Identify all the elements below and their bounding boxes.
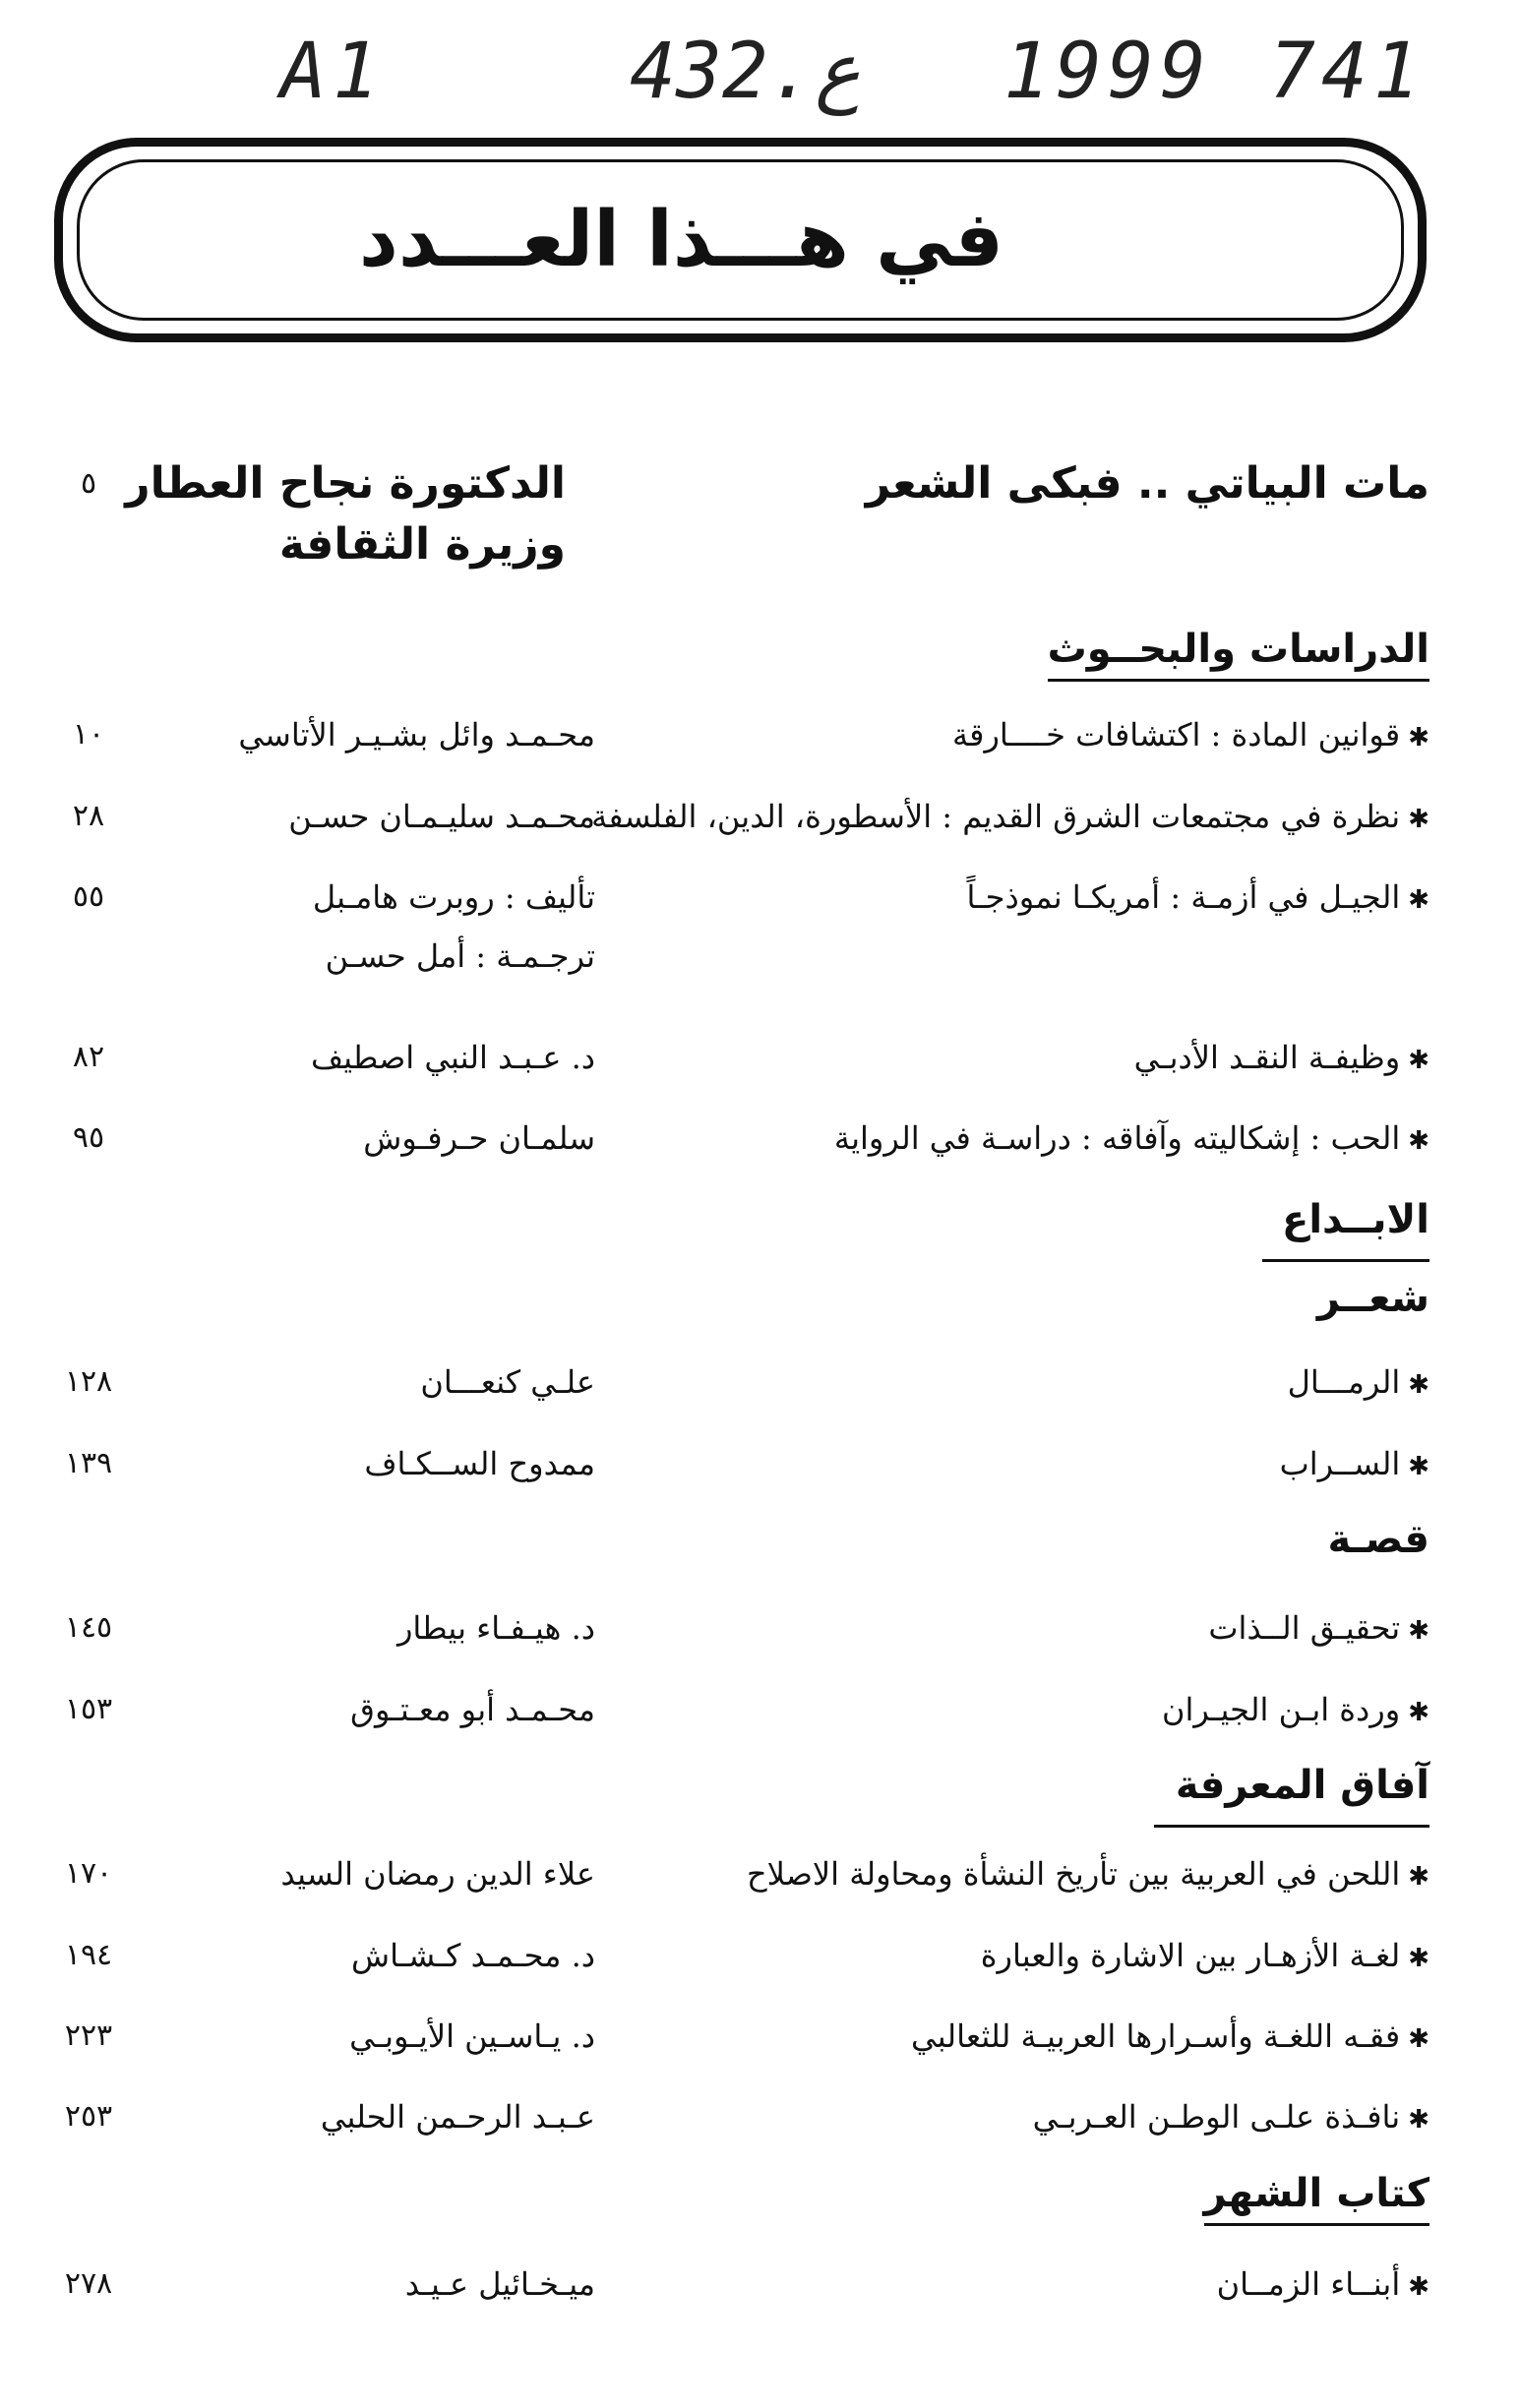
entry-author: علاء الدين رمضان السيد <box>280 1855 595 1893</box>
entry-author: تأليف : روبرت هامـبل <box>312 878 595 916</box>
section-divider <box>1262 1259 1429 1262</box>
section-heading-studies: الدراسات والبحــوث <box>1048 620 1429 682</box>
entry-page-number: ١٩٤ <box>64 1938 113 1972</box>
bullet-star-icon: ✱ <box>1408 1862 1429 1892</box>
entry-title: ✱وردة ابـن الجيـران <box>1162 1691 1429 1728</box>
entry-title: ✱لغـة الأزهـار بين الاشارة والعبارة <box>980 1937 1429 1974</box>
toc-entry <box>0 1675 1520 1744</box>
toc-entry <box>0 1348 1520 1416</box>
section-heading-book-of-month: كتاب الشهر <box>1204 2164 1429 2226</box>
toc-entry <box>0 2002 1520 2071</box>
entry-page-number: ١٠ <box>72 717 105 752</box>
subheading-poetry: شعــر <box>1316 1276 1429 1321</box>
toc-entry <box>0 863 1520 975</box>
entry-author: د. عـبـد النبي اصطيف <box>311 1039 595 1076</box>
entry-author: محـمـد أبو معـتـوق <box>350 1691 595 1728</box>
toc-entry <box>0 1429 1520 1498</box>
bullet-star-icon: ✱ <box>1408 2024 1429 2054</box>
toc-entry <box>0 1839 1520 1908</box>
bullet-star-icon: ✱ <box>1408 1370 1429 1400</box>
section-divider <box>1154 1825 1429 1828</box>
entry-page-number: ٢٧٨ <box>64 2266 113 2301</box>
bullet-star-icon: ✱ <box>1408 1452 1429 1481</box>
entry-title: ✱الرمـــال <box>1287 1363 1429 1401</box>
handwritten-number: 741 <box>1269 28 1426 116</box>
toc-entry <box>0 700 1520 769</box>
bullet-star-icon: ✱ <box>1408 2105 1429 2135</box>
entry-page-number: ١٣٩ <box>64 1446 113 1480</box>
bullet-star-icon: ✱ <box>1408 885 1429 915</box>
lead-author: الدكتورة نجاح العطار <box>125 458 566 509</box>
entry-author: محـمـد وائل بشـيـر الأتاسي <box>238 716 595 753</box>
entry-author: علـي كنعـــان <box>420 1363 595 1401</box>
handwritten-code-b: 432.ع <box>630 28 861 116</box>
entry-title: ✱نظرة في مجتمعات الشرق القديم : الأسطورة، الدين، الفلسفة <box>591 798 1429 835</box>
entry-author: د. محـمـد كـشـاش <box>351 1937 595 1974</box>
entry-page-number: ١٤٥ <box>64 1610 113 1645</box>
bullet-star-icon: ✱ <box>1408 723 1429 752</box>
lead-page-number: ٥ <box>80 466 97 501</box>
entry-title: ✱الســراب <box>1279 1445 1429 1482</box>
entry-page-number: ١٢٨ <box>64 1364 113 1399</box>
entry-author: عـبـد الرحـمن الحلبي <box>320 2098 595 2136</box>
section-heading-story: قصـة <box>1327 1517 1429 1562</box>
bullet-star-icon: ✱ <box>1408 1944 1429 1973</box>
entry-title: ✱تحقيـق الــذات <box>1208 1609 1429 1647</box>
bullet-star-icon: ✱ <box>1408 1046 1429 1075</box>
entry-translator: ترجـمـة : أمل حسـن <box>325 937 595 975</box>
toc-entry <box>0 1594 1520 1662</box>
entry-author: ممدوح الســكـاف <box>364 1445 595 1482</box>
entry-title: ✱أبنــاء الزمــان <box>1216 2265 1429 2303</box>
entry-title: ✱الحب : إشكاليته وآفاقه : دراسـة في الرواية <box>833 1119 1429 1157</box>
entry-author: ميـخـائيل عـيـد <box>404 2265 595 2303</box>
toc-entry <box>0 782 1520 851</box>
entry-author: د. يـاسـين الأيـوبـي <box>349 2017 595 2055</box>
toc-entry <box>0 1104 1520 1173</box>
section-heading-creativity: الابــداع <box>1282 1197 1429 1242</box>
entry-page-number: ١٧٠ <box>64 1856 113 1891</box>
issue-title: في هـــذا العـــدد <box>358 196 1004 284</box>
entry-author: د. هيـفـاء بيطار <box>396 1609 595 1647</box>
entry-page-number: ٢٢٣ <box>64 2018 113 2053</box>
lead-title: مات البياتي .. فبكى الشعر <box>865 458 1429 509</box>
lead-author-position: وزيرة الثقافة <box>278 519 566 570</box>
lead-entry <box>0 450 1520 570</box>
entry-page-number: ٢٥٣ <box>64 2099 113 2134</box>
bullet-star-icon: ✱ <box>1408 1698 1429 1727</box>
handwritten-code-a: A1 <box>280 28 385 116</box>
entry-title: ✱اللحن في العربية بين تأريخ النشأة ومحاولة الاصلاح <box>746 1855 1429 1893</box>
bullet-star-icon: ✱ <box>1408 1126 1429 1156</box>
handwritten-year: 1999 <box>1003 28 1212 116</box>
toc-entry <box>0 1921 1520 1990</box>
entry-page-number: ١٥٣ <box>64 1692 113 1726</box>
toc-entry <box>0 2082 1520 2151</box>
bullet-star-icon: ✱ <box>1408 1616 1429 1646</box>
entry-title: ✱وظيفـة النقـد الأدبـي <box>1133 1039 1429 1076</box>
entry-title: ✱قوانين المادة : اكتشافات خــــارقة <box>952 716 1429 753</box>
entry-title: ✱فقـه اللغـة وأسـرارها العربيـة للثعالبي <box>911 2017 1429 2055</box>
entry-page-number: ٩٥ <box>72 1120 105 1155</box>
section-heading-knowledge: آفاق المعرفة <box>1175 1763 1429 1808</box>
bullet-star-icon: ✱ <box>1408 805 1429 834</box>
entry-title: ✱الجيـل في أزمـة : أمريكـا نموذجـاً <box>966 878 1429 916</box>
entry-page-number: ٥٥ <box>72 879 105 914</box>
toc-entry <box>0 2250 1520 2318</box>
bullet-star-icon: ✱ <box>1408 2272 1429 2302</box>
toc-entry <box>0 1023 1520 1092</box>
entry-page-number: ٢٨ <box>72 799 105 833</box>
entry-page-number: ٨٢ <box>72 1040 105 1074</box>
entry-title: ✱نافـذة علـى الوطـن العـربـي <box>1032 2098 1429 2136</box>
entry-author: سلمـان حـرفـوش <box>363 1119 595 1157</box>
entry-author: محـمـد سليـمـان حسـن <box>288 798 595 835</box>
